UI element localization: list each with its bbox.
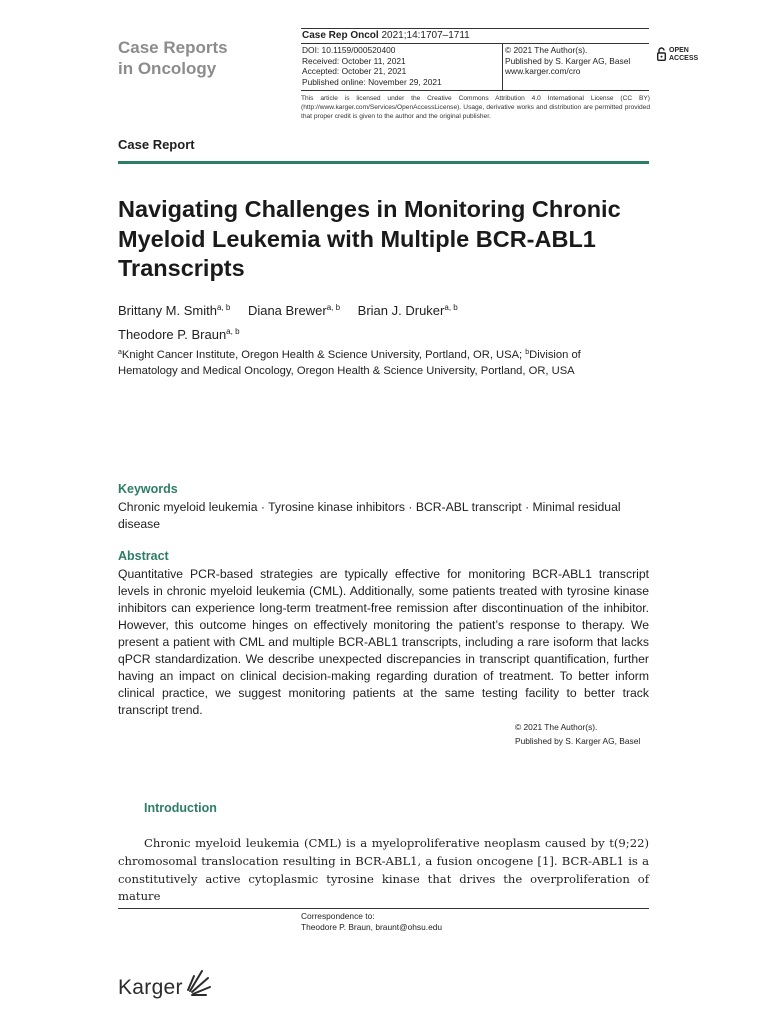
received-date: Received: October 11, 2021: [302, 55, 406, 66]
journal-name-line2: in Oncology: [118, 59, 217, 78]
doi-link[interactable]: DOI: 10.1159/000520400: [302, 45, 396, 55]
author-affiliation-mark: a, b: [444, 303, 458, 312]
author-name: Diana Brewer: [247, 303, 327, 318]
author-2: [248, 303, 340, 318]
article-title: Navigating Challenges in Monitoring Chronic Myeloid Leukemia with Multiple BCR-ABL1 Transcripts: [118, 196, 621, 281]
author-affiliation-mark: a, b: [226, 327, 240, 336]
author-affiliation-mark: a, b: [216, 303, 231, 312]
abstract-copyright: [515, 720, 665, 748]
affiliation-a-mark: a: [118, 349, 122, 356]
affiliation-b: Division of Hematology and Medical Oncology, Oregon Health & Science University, Portland, OR, USA: [118, 349, 581, 378]
meta-divider: [502, 44, 503, 90]
author-name: Brittany M. Smith: [118, 303, 217, 318]
introduction-text: Chronic myeloid leukemia (CML) is a myeloproliferative neoplasm caused by t(9;22) chromosomal translocation resulting in BCR-ABL1, a fusion oncogene [1]. BCR-ABL1 is a constitutively active cytoplasmic tyrosine kinase that drives the overproliferation of mature: [118, 836, 649, 904]
correspondence-text[interactable]: Theodore P. Braun, braunt@ohsu.edu: [301, 921, 443, 932]
open-access-line2: ACCESS: [669, 55, 699, 62]
author-name: Theodore P. Braun: [118, 327, 227, 342]
citation-line: [301, 28, 649, 44]
abstract-heading: Abstract: [118, 549, 169, 563]
keywords-heading: Keywords: [118, 482, 178, 496]
license-text: This article is licensed under the Creative Commons Attribution 4.0 International License (CC BY) (http://www.karger.com/Services/OpenAccessLicense). Usage, derivative works and distribution are permitted provided that proper credit is given to the author and the original publisher.: [301, 95, 650, 121]
journal-name-line1: Case Reports: [118, 38, 228, 57]
citation-details: 2021;14:1707–1711: [381, 30, 470, 41]
accepted-date: Accepted: October 21, 2021: [302, 66, 407, 76]
publisher-info: [505, 45, 650, 77]
author-name: Brian J. Druker: [357, 303, 445, 318]
author-1: [118, 303, 230, 318]
introduction-heading: Introduction: [144, 801, 217, 815]
publisher-logo: [118, 966, 214, 1000]
author-copyright: © 2021 The Author(s).: [505, 45, 588, 55]
journal-url-link[interactable]: www.karger.com/cro: [505, 66, 581, 76]
open-access-line1: OPEN: [669, 47, 689, 54]
author-4: [118, 327, 240, 342]
published-date: Published online: November 29, 2021: [302, 76, 442, 87]
author-list: [118, 297, 638, 345]
karger-burst-icon: [184, 966, 214, 996]
affiliation-a: Knight Cancer Institute, Oregon Health & Science University, Portland, OR, USA;: [121, 349, 526, 361]
author-affiliation-mark: a, b: [326, 303, 341, 312]
affiliations: [118, 345, 618, 380]
copyright-line2: Published by S. Karger AG, Basel: [515, 736, 641, 746]
copyright-line1: © 2021 The Author(s).: [515, 722, 598, 732]
article-type: Case Report: [118, 137, 195, 152]
correspondence-label: Correspondence to:: [301, 911, 375, 921]
publisher-line: Published by S. Karger AG, Basel: [505, 55, 631, 66]
open-lock-icon: [657, 47, 666, 61]
publisher-logo-text: Karger: [118, 976, 183, 999]
meta-rule: [301, 90, 649, 91]
keywords-text: Chronic myeloid leukemia · Tyrosine kinase inhibitors · BCR-ABL transcript · Minimal residual disease: [118, 500, 621, 531]
header-rule: [118, 161, 649, 164]
abstract-text: Quantitative PCR-based strategies are typically effective for monitoring BCR-ABL1 transcript levels in chronic myeloid leukemia (CML). Additionally, some patients treated with tyrosine kinase inhibitors can experience long-term treatment-free remission after discontinuation of the inhibitor. However, this outcome hinges on effectively monitoring the patient’s response to therapy. We present a patient with CML and multiple BCR-ABL1 transcripts, including a rare isoform that lacks qPCR standardization. We describe unexpected discrepancies in transcript quantification, further having an impact on clinical decision-making regarding duration of treatment. To better inform clinical practice, we suggest monitoring patients at the same testing facility to better track transcript trend.: [118, 567, 649, 717]
journal-name: [118, 37, 278, 79]
citation-journal: Case Rep Oncol: [302, 30, 379, 41]
correspondence: [301, 911, 601, 932]
author-3: [358, 303, 458, 318]
footnote-rule: [118, 908, 649, 909]
open-access-badge: [657, 47, 698, 63]
article-dates: [302, 45, 502, 87]
affiliation-b-mark: b: [525, 349, 530, 356]
